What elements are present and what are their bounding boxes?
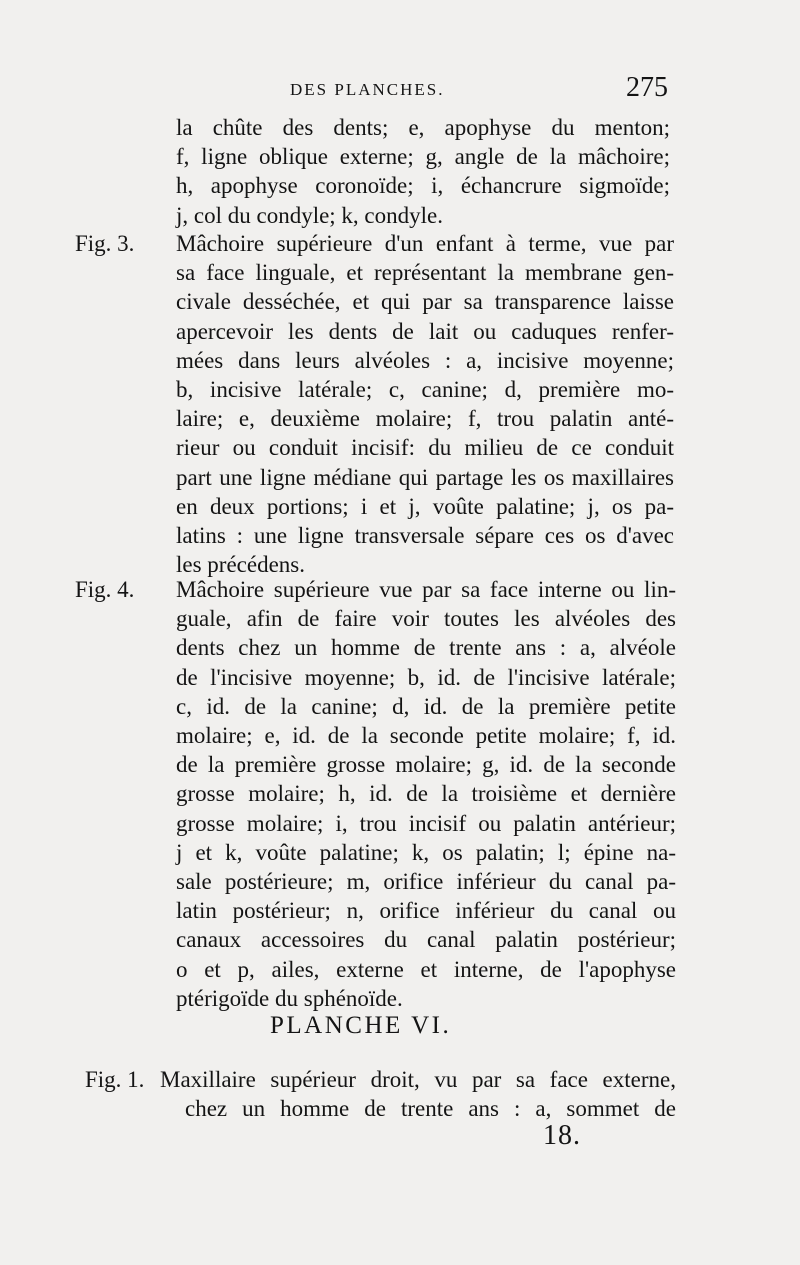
text-line: molaire; e, id. de la seconde petite molaire; f, id. [176,723,676,749]
plate-fig1-caption [160,1065,676,1123]
text-line: rieur ou conduit incisif: du milieu de ce conduit [176,435,674,461]
text-line: sa face linguale, et représentant la membrane gen- [176,260,674,286]
continuation-paragraph [176,113,670,230]
text-line: h, apophyse coronoïde; i, échancrure sigmoïde; [176,173,670,199]
text-line: c, id. de la canine; d, id. de la première petite [176,693,676,719]
text-line: en deux portions; i et j, voûte palatine; j, os pa- [176,493,674,519]
text-line: les précédens. [176,552,305,578]
text-line: mées dans leurs alvéoles : a, incisive moyenne; [176,347,674,373]
text-line: apercevoir les dents de lait ou caduques renfer- [176,318,674,344]
text-line: f, ligne oblique externe; g, angle de la mâchoire; [176,144,670,170]
text-line: Maxillaire supérieur droit, vu par sa face externe, [160,1067,676,1092]
text-line: ptérigoïde du sphénoïde. [176,985,403,1011]
running-head-title: DES PLANCHES. [290,80,445,99]
text-line: de l'incisive moyenne; b, id. de l'incisive latérale; [176,664,676,690]
text-line: j, col du condyle; k, condyle. [176,202,443,228]
text-line: Mâchoire supérieure vue par sa face interne ou lin- [176,577,676,602]
fig3-label: Fig. 3. [75,231,135,256]
text-line: b, incisive latérale; c, canine; d, première mo- [176,377,674,403]
text-line: de la première grosse molaire; g, id. de la seconde [176,752,676,778]
fig4-label: Fig. 4. [75,577,135,602]
text-line: o et p, ailes, externe et interne, de l'apophyse [176,956,676,982]
text-line: grosse molaire; i, trou incisif ou palatin antérieur; [176,810,676,836]
text-line: chez un homme de trente ans : a, sommet de [185,1096,676,1122]
text-line: latins : une ligne transversale sépare ces os d'avec [176,523,674,549]
fig3-caption [176,229,674,579]
text-line: j et k, voûte palatine; k, os palatin; l; épine na- [176,839,676,865]
text-line: guale, afin de faire voir toutes les alvéoles des [176,606,676,632]
text-line: sale postérieure; m, orifice inférieur du canal pa- [176,869,676,895]
page-number: 275 [626,72,668,103]
text-line: Mâchoire supérieure d'un enfant à terme, vue par [176,231,674,256]
text-line: civale desséchée, et qui par sa transparence laisse [176,289,674,315]
text-line: canaux accessoires du canal palatin postérieur; [176,927,676,953]
plate-title: PLANCHE VI. [270,1012,452,1039]
text-line: grosse molaire; h, id. de la troisième et dernière [176,781,676,807]
text-line: dents chez un homme de trente ans : a, alvéole [176,635,676,661]
text-line: part une ligne médiane qui partage les os maxillaires [176,464,674,490]
text-line: la chûte des dents; e, apophyse du menton; [176,115,670,140]
signature-mark: 18. [543,1120,581,1151]
text-line: latin postérieur; n, orifice inférieur du canal ou [176,898,676,924]
plate-fig1-label: Fig. 1. [85,1067,145,1092]
text-line: laire; e, deuxième molaire; f, trou palatin anté- [176,406,674,432]
running-head [0,72,800,112]
fig4-caption [176,575,676,1013]
